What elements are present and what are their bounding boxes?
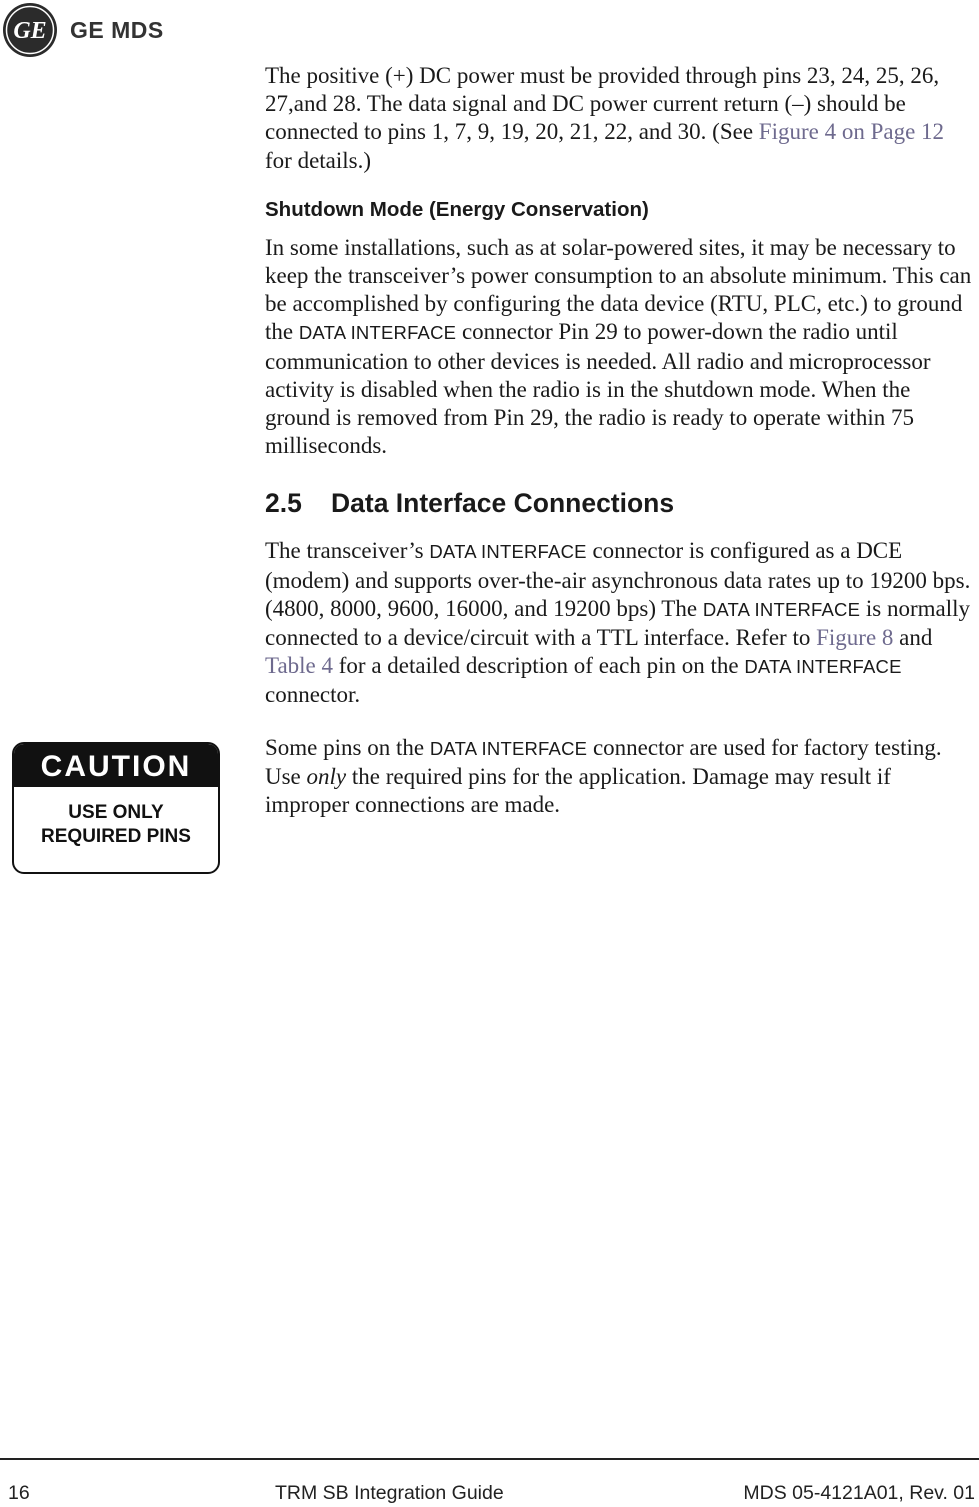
- shutdown-heading: Shutdown Mode (Energy Conservation): [265, 197, 649, 221]
- brand-logo: [2, 2, 164, 58]
- logo-mark-text: GE: [13, 18, 47, 44]
- connector-name: DATA INTERFACE: [744, 656, 902, 678]
- emphasis-text: only: [306, 763, 347, 789]
- text-run: Some pins on the: [265, 734, 430, 760]
- text-run: for a detailed description of each pin on the: [333, 653, 745, 679]
- footer-divider: [0, 1458, 979, 1460]
- text-run: and: [893, 625, 933, 651]
- brand-name: GE MDS: [70, 16, 164, 43]
- power-paragraph: [265, 62, 975, 175]
- connector-name: DATA INTERFACE: [429, 737, 588, 759]
- ge-monogram-icon: [2, 2, 58, 58]
- caution-message: [14, 787, 218, 849]
- section-heading: [265, 488, 975, 519]
- figure-4-link[interactable]: Figure 4 on Page 12: [758, 119, 945, 145]
- connector-name: DATA INTERFACE: [429, 541, 587, 563]
- section-title: Data Interface Connections: [331, 488, 675, 519]
- text-run: is normally connected to a device/circuit with a TTL interface. Refer to: [265, 595, 971, 651]
- caution-box: [12, 742, 220, 874]
- text-run: connector Pin 29 to power-down the radio until communication to other devices is needed. All radio and microprocessor activity is disabled when the radio is in the shutdown mode. When the ground is removed from Pin 29, the radio is ready to operate within 75 milliseconds.: [265, 319, 931, 459]
- footer-doc-number: MDS 05-4121A01, Rev. 01: [743, 1482, 975, 1504]
- caution-line-2: REQUIRED PINS: [41, 826, 191, 847]
- footer-title: TRM SB Integration Guide: [275, 1482, 504, 1504]
- page-number: 16: [8, 1482, 30, 1504]
- text-run: The transceiver’s: [265, 538, 430, 564]
- table-4-link[interactable]: Table 4: [265, 653, 334, 679]
- text-run: the required pins for the application. Damage may result if improper connections are made.: [265, 763, 891, 818]
- shutdown-paragraph: [265, 234, 975, 461]
- caution-paragraph: [265, 734, 975, 820]
- data-interface-paragraph: [265, 537, 975, 709]
- connector-name: DATA INTERFACE: [702, 598, 861, 620]
- connector-name: DATA INTERFACE: [298, 322, 457, 344]
- text-run: In some installations, such as at solar-powered sites, it may be necessary to keep the transceiver’s power consumption to an absolute minimum. This can be accomplished by configuring the data device (RTU, PLC, etc.) to ground the: [265, 234, 972, 345]
- text-run: connector are used for factory testing. Use: [265, 734, 942, 789]
- page-content: [265, 62, 975, 819]
- text-run: The positive (+) DC power must be provided through pins 23, 24, 25, 26, 27,and 28. The data signal and DC power current return (–) should be connected to pins 1, 7, 9, 19, 20, 21, 22, and 30. (See: [265, 63, 940, 145]
- figure-8-link[interactable]: Figure 8: [816, 625, 894, 651]
- caution-title: CAUTION: [14, 744, 218, 787]
- section-number: 2.5: [265, 488, 302, 519]
- text-run: connector is configured as a DCE (modem) and supports over-the-air asynchronous data rates up to 19200 bps. (4800, 8000, 9600, 16000, and 19200 bps) The: [265, 538, 971, 621]
- text-run: for details.): [265, 147, 372, 173]
- caution-line-1: USE ONLY: [68, 802, 164, 823]
- text-run: connector.: [265, 682, 361, 708]
